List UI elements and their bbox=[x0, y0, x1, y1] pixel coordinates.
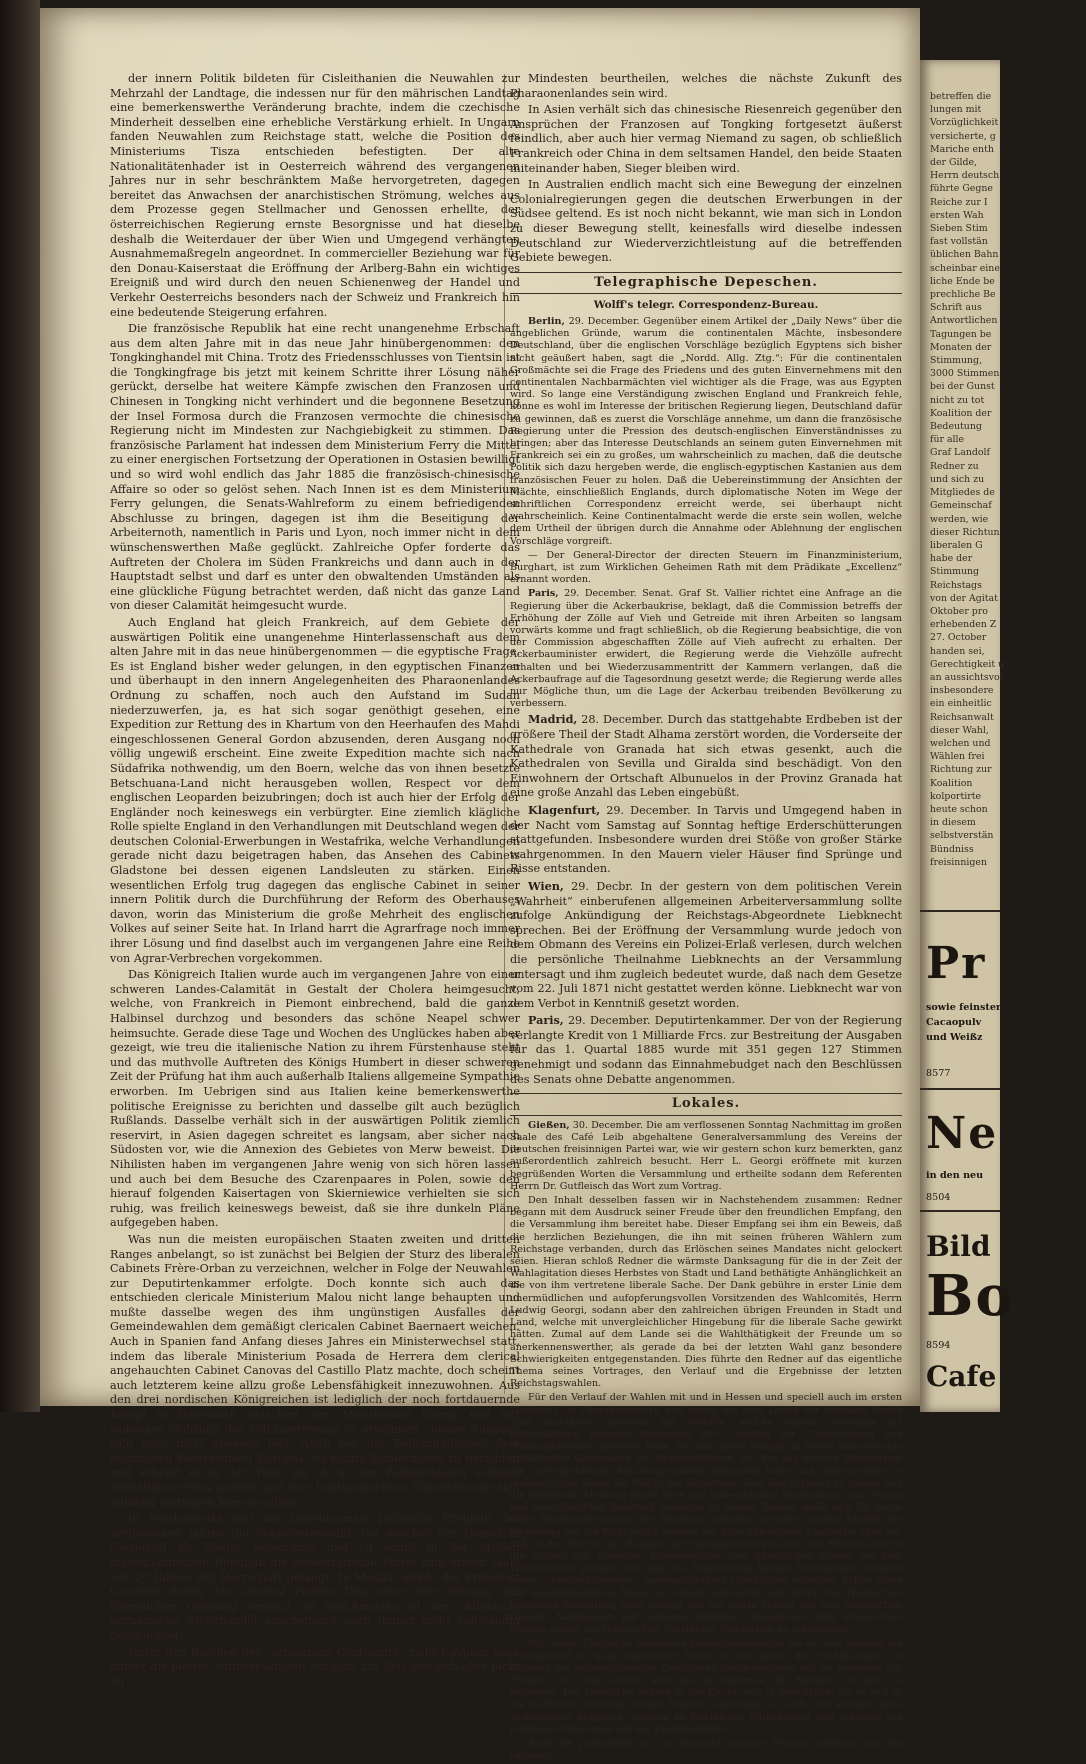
article-paragraph: In Australien endlich macht sich eine Bewegung der einzelnen Colonialregierungen gegen die deutschen Erwerbungen in der Südsee geltend. Es ist noch nicht bekannt, wie man sich in London zu dieser Bewegung stellt, keinesfalls wird dieselbe indessen Deutschland zur Wiederverzichtleistung auf die betreffenden Gebiete bewegen. bbox=[510, 178, 902, 265]
edge-line: Koalition der bbox=[930, 407, 992, 419]
edge-text-lines bbox=[930, 90, 1080, 869]
edge-line: Gerechtigkeit u bbox=[930, 658, 1005, 670]
edge-line: liberalen G bbox=[930, 539, 983, 551]
article-paragraph: Mindesten beurtheilen, welches die nächste Zukunft des Pharaonenlandes sein wird. bbox=[510, 72, 902, 100]
local-paragraph: Gießen, 30. December. Die am verflossenen Sonntag Nachmittag im großen Saale des Café Leib abgehaltene Generalversammlung des Vereins der deutschen freisinnigen Partei war, wie wir gestern schon kurz bemerkten, ganz außerordentlich zahlreich besucht. Herr L. Georgi eröffnete mit kurzen begrüßenden Worten die Versammlung und ertheilte sodann dem Referenten Herrn Dr. Gutfleisch das Wort zum Vortrag. bbox=[510, 1119, 902, 1192]
edge-line: welchen und bbox=[930, 737, 991, 749]
edge-ad-line: und Weißz bbox=[926, 1032, 983, 1043]
dispatch-item: Paris, 29. December. Senat. Graf St. Vallier richtet eine Anfrage an die Regierung über die Ackerbaukrise, beklagt, daß die Commission betreffs der Erhöhung der Zölle auf Vieh und Getreide mit ihren Arbeiten so langsam vorwärts komme und fragt schließlich, ob die Regierung beabsichtige, die von der Commission abgeschafften Zölle auf Vieh aufrecht zu erhalten. Der Ackerbauminister erwidert, die Regierung werde die Viehzölle aufrecht erhalten und bei Wiederzusammentritt der Kammern verlangen, daß die Ackerbaufrage auf die Tagesordnung gesetzt werde; die Regierung werde alles nur Mögliche thun, um die Lage der Ackerbau treibenden Bevölkerung zu verbessern. bbox=[510, 588, 902, 710]
dispatch-list bbox=[510, 316, 902, 1087]
edge-line: für alle bbox=[930, 434, 965, 446]
edge-line: Herrn deutsch bbox=[930, 170, 1000, 182]
edge-ad-line: sowie feinster bbox=[926, 1002, 1001, 1013]
edge-ad-sub-1 bbox=[926, 1000, 1086, 1045]
edge-line: werden, wie bbox=[930, 513, 989, 525]
edge-line: bei der Gunst bbox=[930, 381, 995, 393]
edge-line: Monaten der bbox=[930, 341, 992, 353]
local-paragraph: Mit dieser Thatsache theilweise zusammenhängend sei es, daß diesmal die Geistlichkeit in ganz unerhörter Weise in die Arena des Wahlkampfes zu Gunsten des nationalliberalen Candidaten herabgestiegen sei. Im Interesse der Freiheit der Wahl ebenso sehr als im Interesse der Religion sei dies zu bedauern. Der Geistliche gehöre in die Kirche und in dem Maße, als er sich in die politische Getriebe hinein begebe, entfremde er sich den seinem Amte zustehenden Aufgaben, verliere an kirchlicher Wirksamkeit und schädige die religiösen Interessen auf das Empfindlichste. bbox=[510, 1638, 902, 1735]
article-paragraph: Was nun die meisten europäischen Staaten zweiten und dritten Ranges anbelangt, so ist zunächst bei Belgien der Sturz des liberalen Cabinets Frère-Orban zu verzeichnen, welcher in Folge der Neuwahlen zur Deputirtenkammer erfolgte. Doch konnte sich auch das entschieden clericale Ministerium Malou nicht lange behaupten und mußte dasselbe wegen des ihm ungünstigen Ausfalles der Gemeindewahlen dem gemäßigt clericalen Cabinet Baernaert weichen. Auch in Spanien fand Anfang dieses Jahres ein Ministerwechsel statt, indem das liberale Ministerium Posada de Herrera dem clerical angehauchten Cabinet Canovas del Castillo Platz machte, doch scheint auch letzterem keine allzu große Lebensfähigkeit innezuwohnen. Aus den drei nordischen Königreichen ist lediglich der noch fortdauernde Kampf in Dänemark zwischen dem Ministerium Estrup und der radicalen Mehrheit der Volksvertretung zu erwähnen, dessen Ausgang sich noch nicht absehen läßt. Auch von der Balkanhalbinsel, dem politischen Wetterwinkel Europas, ist nichts Sonderliches zu berichten und scheint es in der That, als ob in den Balkanstaaten solidere Verhältnisse Platz greifen und ihre buntgemischten Völkerstämme sich allmälig vertragen lernen sollten. bbox=[110, 1232, 520, 1509]
edge-ad-line: Cacaopulv bbox=[926, 1017, 982, 1028]
edge-line: heute schon bbox=[930, 803, 988, 815]
edge-ad-heading-2: Ne bbox=[926, 1108, 999, 1159]
local-news bbox=[510, 1120, 902, 1763]
edge-line: handen sei, bbox=[930, 645, 985, 657]
edge-line: dieser Wahl, bbox=[930, 724, 989, 736]
newspaper-page bbox=[40, 8, 920, 1762]
edge-line: Antwortlichen bbox=[930, 315, 998, 327]
dispatch-dateline: Klagenfurt, bbox=[528, 802, 601, 817]
edge-line: lungen mit bbox=[930, 104, 982, 116]
edge-line: scheinbar eine bbox=[930, 262, 1000, 274]
edge-line: führte Gegne bbox=[930, 183, 993, 195]
edge-line: Redner zu bbox=[930, 460, 979, 472]
right-intro-text bbox=[510, 72, 902, 266]
article-paragraph: Die französische Republik hat eine recht unangenehme Erbschaft aus dem alten Jahre mit in das neue Jahr hinübergenommen: den Tongkinghandel mit China. Trotz des Friedensschlusses von Tientsin ist die Tongkingfrage bis jetzt mit keinem Schritte ihrer Lösung näher gerückt, derselbe hat weitere Kämpfe zwischen den Franzosen und Chinesen in Tongking nicht verhindert und die begonnene Besetzung der Insel Formosa durch die Franzosen vermochte die chinesische Regierung nicht im Mindesten zur Nachgiebigkeit zu stimmen. Das französische Parlament hat indessen dem Ministerium Ferry die Mittel zu einer energischen Fortsetzung der Operationen in Ostasien bewilligt und so wird wohl endlich das Jahr 1885 die französisch-chinesische Affaire so oder so gelöst sehen. Nach Innen ist es dem Ministerium Ferry gelungen, die Senats-Wahlreform zu einem befriedigenden Abschlusse zu bringen, dagegen ist ihm die Beseitigung der Arbeiternoth, namentlich in Paris und Lyon, noch immer nicht in dem wünschenswerthen Maße geglückt. Zahlreiche Opfer forderte das Auftreten der Cholera im Süden Frankreichs und dann auch in der Hauptstadt selbst und darf es unter den obwaltenden Umständen als eine glückliche Fügung betrachtet werden, daß nicht das ganze Land von dieser Calamität heimgesucht wurde. bbox=[110, 322, 520, 613]
edge-line: der Gilde, bbox=[930, 157, 978, 169]
edge-line: selbstverstän bbox=[930, 830, 994, 842]
edge-line: 3000 Stimmen bbox=[930, 368, 1000, 380]
edge-divider bbox=[920, 1088, 1000, 1090]
edge-ad-heading-3: Bild bbox=[926, 1230, 991, 1263]
dispatch-dateline: Paris, bbox=[528, 588, 559, 600]
adjacent-page-edge bbox=[920, 60, 1015, 1412]
edge-line: Graf Landolf bbox=[930, 447, 990, 459]
edge-line: Richtung zur bbox=[930, 764, 992, 776]
article-paragraph: In Nordamerika war das bedeutsamste politische Ereigniß des verflossenen Jahres die Präsidentenwahl, bei welcher der Demokrat Cleveland als Sieger hervorging und ist somit in der großen transatlantischen Republik die demokratische Partei zum ersten Male seit 20 Jahren zur Herrschaft gelangt. In Mexiko wurde der Präsident Gonzales durch den General Porfirio Diaz ohne jede Störung der öffentlichen Ordnung versetzt; in Süd-Amerika ist der chilenisch-peruanische Streithandel anscheinend noch immer nicht vollständig geschlichtet. bbox=[110, 1512, 520, 1642]
edge-line: Bedeutung bbox=[930, 421, 982, 433]
edge-line: von der Agitat bbox=[930, 592, 998, 604]
right-column bbox=[510, 72, 902, 1764]
edge-line: Reichstags bbox=[930, 579, 982, 591]
edge-line: habe der bbox=[930, 553, 973, 565]
edge-line: versicherte, g bbox=[930, 130, 996, 142]
edge-line: freisinnigen bbox=[930, 856, 987, 868]
edge-ad-num-1: 8577 bbox=[926, 1068, 951, 1079]
dispatch-dateline: Paris, bbox=[528, 1013, 564, 1028]
edge-line: Koalition bbox=[930, 777, 973, 789]
edge-line: Gemeinschaf bbox=[930, 500, 992, 512]
edge-divider bbox=[920, 910, 1000, 912]
article-paragraph: Unter den Reichen des „schwarzen Continents“ zieht Egypten noch immer die meiste Aufmerksamkeit auf sich, zur Zeit läßt sich aber nicht im bbox=[110, 1645, 520, 1688]
dispatch-item: Klagenfurt, 29. December. In Tarvis und Umgegend haben in der Nacht vom Samstag auf Sonntag heftige Erderschütterungen stattgefunden. Insbesondere wurden drei Stöße von großer Stärke wahrgenommen. In den Mauern vieler Häuser find Sprünge und Risse entstanden. bbox=[510, 802, 902, 876]
book-binding bbox=[0, 0, 40, 1412]
edge-line: Vorzüglichkeit bbox=[930, 117, 999, 129]
dispatch-item: Wien, 29. Decbr. In der gestern von dem politischen Verein „Wahrheit“ einberufenen allgemeinen Arbeiterversammlung sollte zufolge Ankündigung der Reichstags-Abgeordnete Liebknecht sprechen. Bei der Eröffnung der Versammlung wurde jedoch von dem Obmann des Vereins ein Polizei-Erlaß verlesen, durch welchen die persönliche Theilnahme Liebknechts an der Versammlung untersagt und ihm zugleich bedeutet wurde, daß nach dem Gesetze vom 22. Juli 1871 nicht gestattet werden könne. Liebknecht war von dem Verbot in Kenntniß gesetzt worden. bbox=[510, 878, 903, 1010]
edge-line: Stimmung, bbox=[930, 355, 983, 367]
local-paragraph: Für den Verlauf der Wahlen mit und in Hessen und speciell auch im ersten Wahlkreis sei charakteristisch und zumal auf dem Lande der liberalen Sache sehr nachtheilig gewesen die Beihilfe, welche unsere derzeitige als nationalliberal geltende Regierung der Coalition der Conservativen und Nationalliberalen geleistet habe. Es liebe diese Beihilfe in einem unangenehm auffallenden Gegensatze zur Unparteilichkeit, mit der das frühere Ministerium die vorhergehenden Reichstagswahlen behandelt habe und widerspreche in bedauerlicher Weise der Pflicht der Regierung, über den Parteien zu stehen und die öffentliche Meinung durch freie und unbeeinflußte Abstimmung zum reinen und unverfälschten Ausdruck gelangen zu lassen. Redner wolle sich für heute einer Beweisantretung in der Richtung enthalten, welcher positive Einfluß der Regierung auf die Wahl geübt worden sei. Eine unleugbare Thatsache aber sei, daß in der Woche des Beginns der Wahlagitation plötzlich ein Flüstern durch die Schaar der Beamten, Bürgermeister und öffentlichen Diener bis zum Flurschützen gezogen sei, daß das Ministerium keinen freisinnigen, sondern einen „staatserhaltenden“ nationalliberalen Candidaten wünsche. Schon diese auf eigenthümlichem Wege in Umlauf gebrachte und durch die Thatsachen bestätigte Andeutung habe genügt, um die ganze Schaar der vom öffentlichen Dienste Abhängigen mit wenigen löblichen Ausnahmen zum intensivsten Kampfe gegen die liberale bez. freisinnige Candidatur zu entflammen. bbox=[510, 1392, 902, 1636]
dispatch-item: — Der General-Director der directen Steuern im Finanzministerium, Burghart, ist zum Wirklichen Geheimen Rath mit dem Prädikate „Excellenz“ ernannt worden. bbox=[510, 549, 902, 586]
edge-ad-tail-3: Cafe bbox=[926, 1360, 997, 1393]
article-paragraph: der innern Politik bildeten für Cisleithanien die Neuwahlen zur Mehrzahl der Landtage, die indessen nur für den mährischen Landtag eine bemerkenswerthe Veränderung brachte, indem die czechische Minderheit desselben eine erhebliche Verstärkung erhielt. In Ungarn fanden Neuwahlen zum Reichstage statt, welche die Position des Ministeriums Tisza entschieden befestigten. Der alte Nationalitätenhader ist in Oesterreich während des vergangenen Jahres nur in sehr beschränktem Maße hervorgetreten, dagegen bereitet das Anwachsen der anarchistischen Strömung, welches aus dem Prozesse gegen Stellmacher und Genossen erhellte, der österreichischen Regierung ernste Besorgnisse und hat dieselbe deshalb die Weiterdauer der über Wien und Umgegend verhängten Ausnahmemaßregeln angeordnet. In commercieller Beziehung war für den Donau-Kaiserstaat die Eröffnung der Arlberg-Bahn ein wichtiges Ereigniß und wird durch den neuen Schienenweg der Handel und Verkehr Oesterreichs besonders nach der Schweiz und Frankreich hin eine bedeutende Steigerung erfahren. bbox=[110, 72, 520, 319]
edge-line: insbesondere bbox=[930, 685, 994, 697]
edge-line: Bündniss bbox=[930, 843, 974, 855]
edge-ad-big-3: Bo bbox=[926, 1263, 1015, 1329]
edge-line: Reichsanwalt bbox=[930, 711, 994, 723]
edge-line: 27. October bbox=[930, 632, 987, 644]
edge-line: Stimmung bbox=[930, 566, 980, 578]
article-paragraph: In Asien verhält sich das chinesische Riesenreich gegenüber den Ansprüchen der Franzosen auf Tongking fortgesetzt äußerst feindlich, aber auch hier vermag Niemand zu sagen, ob schließlich Frankreich oder China in dem seltsamen Handel, den beide Staaten miteinander haben, Sieger bleiben wird. bbox=[510, 103, 902, 175]
local-paragraph: Den Inhalt desselben fassen wir in Nachstehendem zusammen: Redner begann mit dem Ausdruck seiner Freude über den freundlichen Empfang, den die Versammlung ihm bereitet habe. Dieser Empfang sei ihm ein Beweis, daß die herzlichen Beziehungen, die ihn mit seinen früheren Wählern zum Reichstage verbanden, durch das Erlöschen seines Mandates nicht gelockert seien. Hieran schloß Redner die wärmste Danksagung für die in der Zeit der Wahlagitation dieses Herbstes von Stadt und Land bethätigte Anhänglichkeit an die von ihm vertretene liberale Sache. Der Dank gebühre in erster Linie dem unermüdlichen und aufopferungsvollen Vorsitzenden des Wahlcomités, Herrn Ludwig Georgi, sodann aber den zahlreichen übrigen Freunden in Stadt und Land, welche mit unvergleichlicher Hingebung für die liberale Sache gewirkt hätten. Zumal auf dem Lande sei die Wahlthätigkeit der Freunde um so anerkennenswerther, als gerade da bei der letzten Wahl ganz besondere Schwierigkeiten entgegenstanden. Dies führte den Redner auf das eigentliche Thema seines Vortrages, den Verlauf und die Ergebnisse der letzten Reichstagswahlen. bbox=[510, 1195, 902, 1390]
edge-line: liche Ende be bbox=[930, 275, 995, 287]
dispatch-item: Berlin, 29. December. Gegenüber einem Artikel der „Daily News“ über die angeblichen Gründe, warum die continentalen Mächte, insbesondere Deutschland, über die englischen Vorschläge bezüglich Egyptens sich bisher nicht geäußert haben, sagt die „Nordd. Allg. Ztg.“: Für die continentalen Großmächte sei die Frage des Friedens und des guten Einvernehmens mit den continentalen Nachbarmächten viel wichtiger als die Frage, was aus Egypten wird. So lange eine Verständigung zwischen England und Frankreich fehle, könne es wohl im Interesse der britischen Regierung liegen, Deutschland dafür zu gewinnen, daß es zuerst die Vorschläge annehme, um dann die französische Regierung unter die Pression des deutsch-englischen Einverständnisses zu bringen; aber das Interesse Deutschlands an seinem guten Einvernehmen mit Frankreich sei ein zu großes, um wahrscheinlich zu machen, daß die deutsche Politik sich dazu hergeben werde, die englisch-egyptischen Kastanien aus dem französischen Feuer zu holen. Daß die Uebereinstimmung der Ansichten der Mächte, einschließlich Englands, durch diplomatische Noten im Wege der schriftlichen Correspondenz erreicht werde, sei überhaupt nicht wahrscheinlich. Keine Continentalmacht werde die erste sein wollen, welche dem Urtheil der übrigen durch die Annahme oder Ablehnung der englischen Vorschläge vorgreift. bbox=[510, 315, 902, 547]
edge-divider bbox=[920, 1210, 1000, 1212]
article-paragraph: Auch England hat gleich Frankreich, auf dem Gebiete der auswärtigen Politik eine unangenehme Hinterlassenschaft aus dem alten Jahre mit in das neue hinübergenommen — die egyptische Frage. Es ist England bisher weder gelungen, in den egyptischen Finanzen und überhaupt in den innern Angelegenheiten des Pharaonenlandes Ordnung zu schaffen, noch auch den Aufstand im Sudan niederzuwerfen, ja, es hat sich sogar genöthigt gesehen, eine Expedition zur Rettung des in Khartum von den Heerhaufen des Mahdi eingeschlossenen General Gordon abzusenden, deren Ausgang noch völlig ungewiß erscheint. Eine zweite Expedition machte sich nach Südafrika nothwendig, um den Boern, welche das von ihnen besetzte Betschuana-Land nicht herausgeben wollen, Respect vor dem englischen Leoparden beizubringen; doch ist auch hier der Erfolg der Engländer noch keineswegs ein verbürgter. Eine ziemlich klägliche Rolle spielte England in den Verhandlungen mit Deutschland wegen der deutschen Colonial-Erwerbungen in Westafrika, welche Verhandlungen gerade nicht dazu beigetragen haben, das Ansehen des Cabinets Gladstone bei dessen eigenen Landsleuten zu stärken. Einen wesentlichen Erfolg trug dagegen das englische Cabinet in seiner innern Politik durch die Durchführung der Reform des Oberhauses davon, worin das Ministerium die große Mehrheit des englischen Volkes auf seiner Seite hat. In Irland harrt die Agrarfrage noch immer ihrer Lösung und find daselbst auch im vergangenen Jahre eine Reihe von Agrar-Verbrechen vorgekommen. bbox=[110, 615, 521, 965]
local-heading: Lokales. bbox=[510, 1093, 902, 1116]
edge-line: ersten Wah bbox=[930, 209, 984, 221]
edge-ad-sub-2: in den neu bbox=[926, 1170, 984, 1181]
edge-line: Oktober pro bbox=[930, 605, 988, 617]
edge-ad-heading-1: Pr bbox=[926, 938, 987, 989]
telegraph-heading: Telegraphische Depeschen. bbox=[510, 272, 902, 295]
dispatch-item: Paris, 29. December. Deputirtenkammer. Der von der Regierung verlangte Kredit von 1 Milliarde Frcs. zur Bestreitung der Ausgaben für das 1. Quartal 1885 wurde mit 351 gegen 127 Stimmen genehmigt und sodann das Einnahmebudget nach den Beschlüssen des Senats ohne Debatte angenommen. bbox=[510, 1013, 902, 1086]
edge-line: ein einheitlic bbox=[930, 698, 992, 710]
edge-line: an aussichtsvol bbox=[930, 671, 1003, 683]
article-paragraph: Das Königreich Italien wurde auch im vergangenen Jahre von einer schweren Landes-Calamität in Gestalt der Cholera heimgesucht, welche, von Frankreich in Piemont einbrechend, bald die ganze Halbinsel durchzog und besonders das schöne Neapel schwer heimsuchte. Gerade diese Tage und Wochen des Unglückes haben aber gezeigt, wie treu die italienische Nation zu ihrem Fürstenhause steht und das muthvolle Auftreten des Königs Humbert in dieser schweren Zeit der Prüfung hat ihm auch außerhalb Italiens allgemeine Sympathie erworben. Im Uebrigen sind aus Italien keine bemerkenswerthe politische Ereignisse zu berichten und dasselbe gilt auch bezüglich Rußlands. Dasselbe verhält sich in der auswärtigen Politik ziemlich reservirt, in Asien dagegen schreitet es langsam, aber sicher nach Südosten vor, wie die Annexion des Gebietes von Merw beweist. Die Nihilisten haben im vergangenen Jahre wenig von sich hören lassen und auch bei dem Besuche des Czarenpaares in Polen, sowie den hierauf folgenden Kaisertagen von Skierniewice verhielten sie sich ruhig, was freilich keineswegs beweist, daß sie ihre dunkeln Pläne aufgegeben haben. bbox=[110, 968, 520, 1230]
edge-line: dieser Richtun bbox=[930, 526, 1000, 538]
edge-line: prechliche Be bbox=[930, 289, 996, 301]
edge-line: üblichen Bahn bbox=[930, 249, 999, 261]
edge-line: kolportirte bbox=[930, 790, 982, 802]
edge-line: fast vollstän bbox=[930, 236, 988, 248]
edge-line: nicht zu tot bbox=[930, 394, 985, 406]
left-column bbox=[110, 72, 520, 1691]
edge-line: erhebenden Z bbox=[930, 619, 997, 631]
local-paragraph: Auch die Judenhetze sei zur Schmach unserer Provinz weidlich von den Gegnern bbox=[510, 1738, 902, 1762]
telegraph-byline: Wolff's telegr. Correspondenz-Bureau. bbox=[593, 299, 819, 312]
edge-ad-num-3: 8594 bbox=[926, 1340, 951, 1351]
edge-line: Tagungen be bbox=[930, 328, 992, 340]
edge-line: Mariche enth bbox=[930, 143, 994, 155]
edge-line: Schrift aus bbox=[930, 302, 982, 314]
edge-line: Wählen frei bbox=[930, 751, 985, 763]
dispatch-item: Madrid, 28. December. Durch das stattgehabte Erdbeben ist der größere Theil der Stadt Alhama zerstört worden, die Vorderseite der Kathedrale von Granada hat sich etwas gesenkt, auch die Kathedralen von Sevilla und Giralda sind beschädigt. Von den Einwohnern der Ortschaft Albunuelos in der Provinz Granada hat eine große Anzahl das Leben eingebüßt. bbox=[510, 712, 902, 800]
dispatch-dateline: Madrid, bbox=[528, 712, 578, 727]
dispatch-dateline: Wien, bbox=[528, 878, 564, 893]
dispatch-dateline: Berlin, bbox=[528, 315, 565, 327]
edge-line: in diesem bbox=[930, 817, 976, 829]
edge-line: Mitgliedes de bbox=[930, 487, 995, 499]
edge-line: Reiche zur I bbox=[930, 196, 988, 208]
edge-line: Sieben Stim bbox=[930, 223, 988, 235]
edge-line: betreffen die bbox=[930, 91, 992, 102]
edge-line: und sich zu bbox=[930, 473, 985, 485]
local-dateline: Gießen, bbox=[528, 1119, 570, 1131]
edge-ad-num-2: 8504 bbox=[926, 1192, 951, 1203]
